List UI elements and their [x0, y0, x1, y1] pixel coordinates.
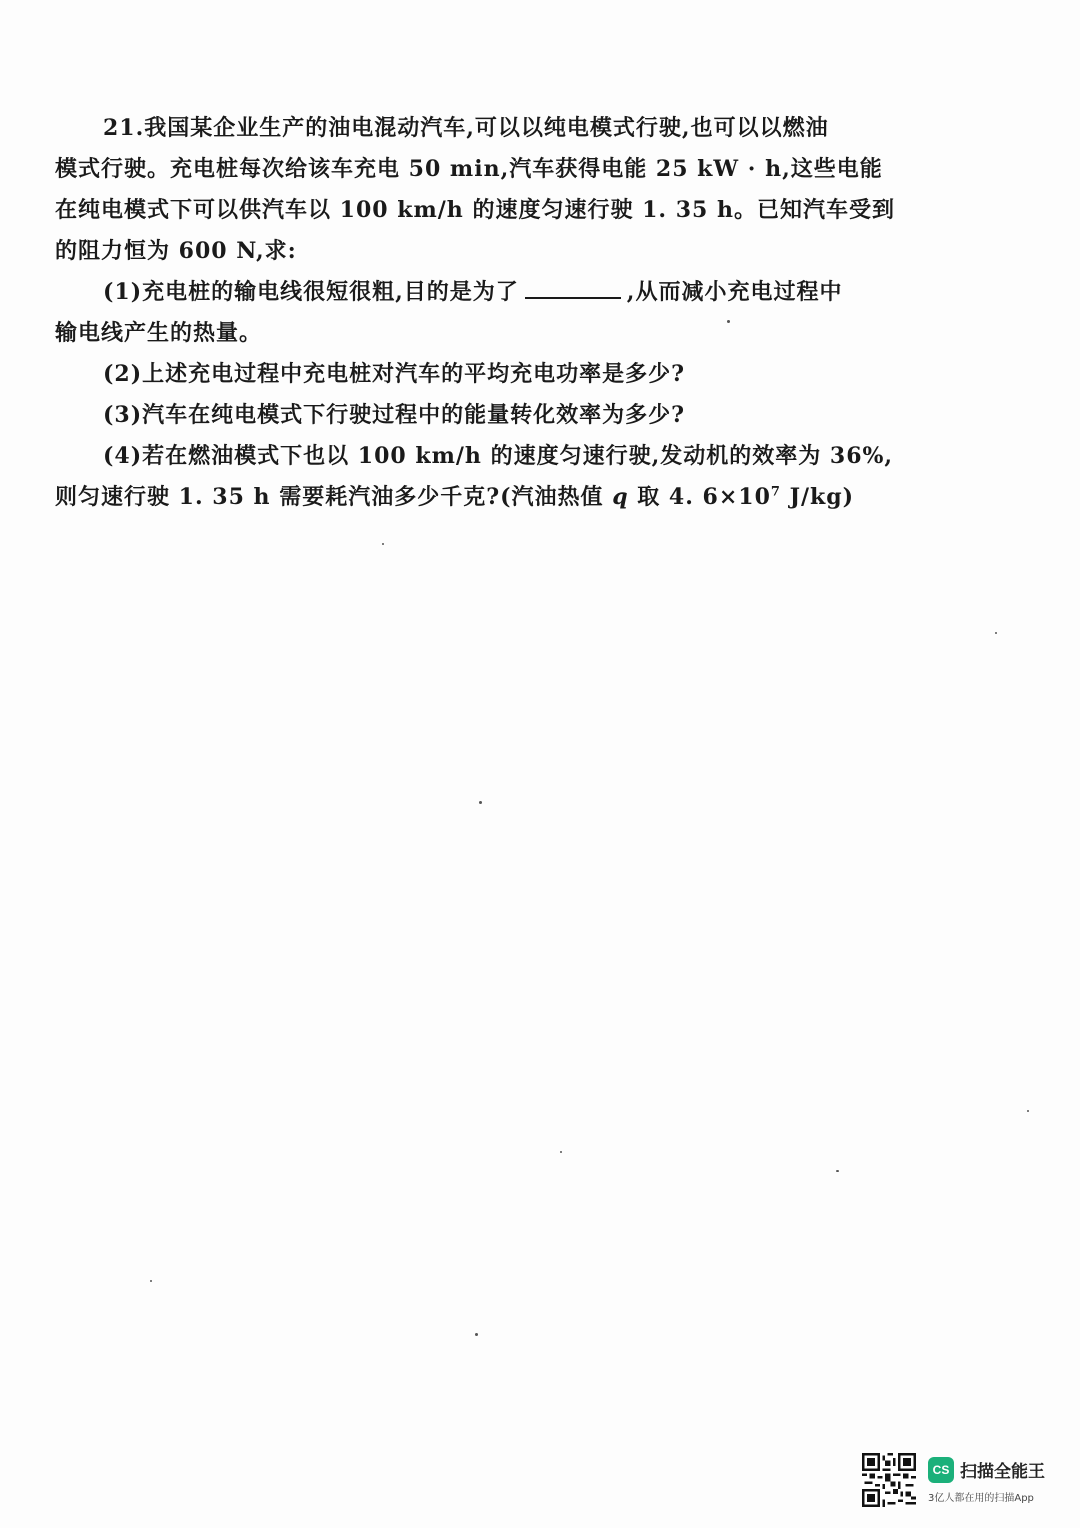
part-3: (3)汽车在纯电模式下行驶过程中的能量转化效率为多少?	[103, 402, 686, 428]
part-4-line-1: (4)若在燃油模式下也以 100 km/h 的速度匀速行驶,发动机的效率为 36%,	[103, 443, 894, 469]
scanner-watermark	[862, 1453, 1062, 1509]
part-4-text: 则匀速行驶 1. 35 h 需要耗汽油多少千克?(汽油热值	[55, 484, 613, 510]
question-stem-line-3: 在纯电模式下可以供汽车以 100 km/h 的速度匀速行驶 1. 35 h。已知汽车受到	[55, 197, 896, 223]
scan-speck	[727, 320, 730, 323]
answer-blank	[525, 275, 621, 299]
camscanner-logo: CS	[928, 1457, 954, 1483]
scan-speck	[479, 801, 482, 804]
part-1-continuation: 输电线产生的热量。	[55, 320, 263, 346]
brand-name: 扫描全能王	[960, 1462, 1045, 1482]
question-stem-line-1: 21.我国某企业生产的油电混动汽车,可以以纯电模式行驶,也可以以燃油	[103, 115, 829, 141]
part-4-value: 取 4. 6×10	[628, 484, 771, 510]
part-1	[55, 272, 955, 313]
scan-speck	[475, 1333, 478, 1336]
scan-speck	[150, 1280, 152, 1282]
brand-tagline: 3亿人都在用的扫描App	[928, 1493, 1034, 1504]
qr-code-icon	[862, 1453, 916, 1507]
heat-value-symbol: q	[612, 484, 629, 510]
exponent: 7	[770, 484, 781, 500]
part-1-text-after: ,从而减小充电过程中	[626, 279, 843, 305]
part-1-text-before: (1)充电桩的输电线很短很粗,目的是为了	[103, 279, 519, 305]
scan-speck	[1027, 1110, 1029, 1112]
part-4-line-2	[55, 477, 955, 518]
question-stem-line-2: 模式行驶。充电桩每次给该车充电 50 min,汽车获得电能 25 kW · h,这些电能	[55, 156, 883, 182]
scan-speck	[836, 1170, 839, 1172]
part-4-unit: J/kg)	[780, 484, 855, 510]
scan-speck	[995, 632, 997, 634]
part-2: (2)上述充电过程中充电桩对汽车的平均充电功率是多少?	[103, 361, 686, 387]
scan-speck	[382, 543, 384, 545]
scan-speck	[560, 1151, 562, 1153]
question-stem-line-4: 的阻力恒为 600 N,求:	[55, 238, 297, 264]
question-21	[55, 108, 955, 518]
